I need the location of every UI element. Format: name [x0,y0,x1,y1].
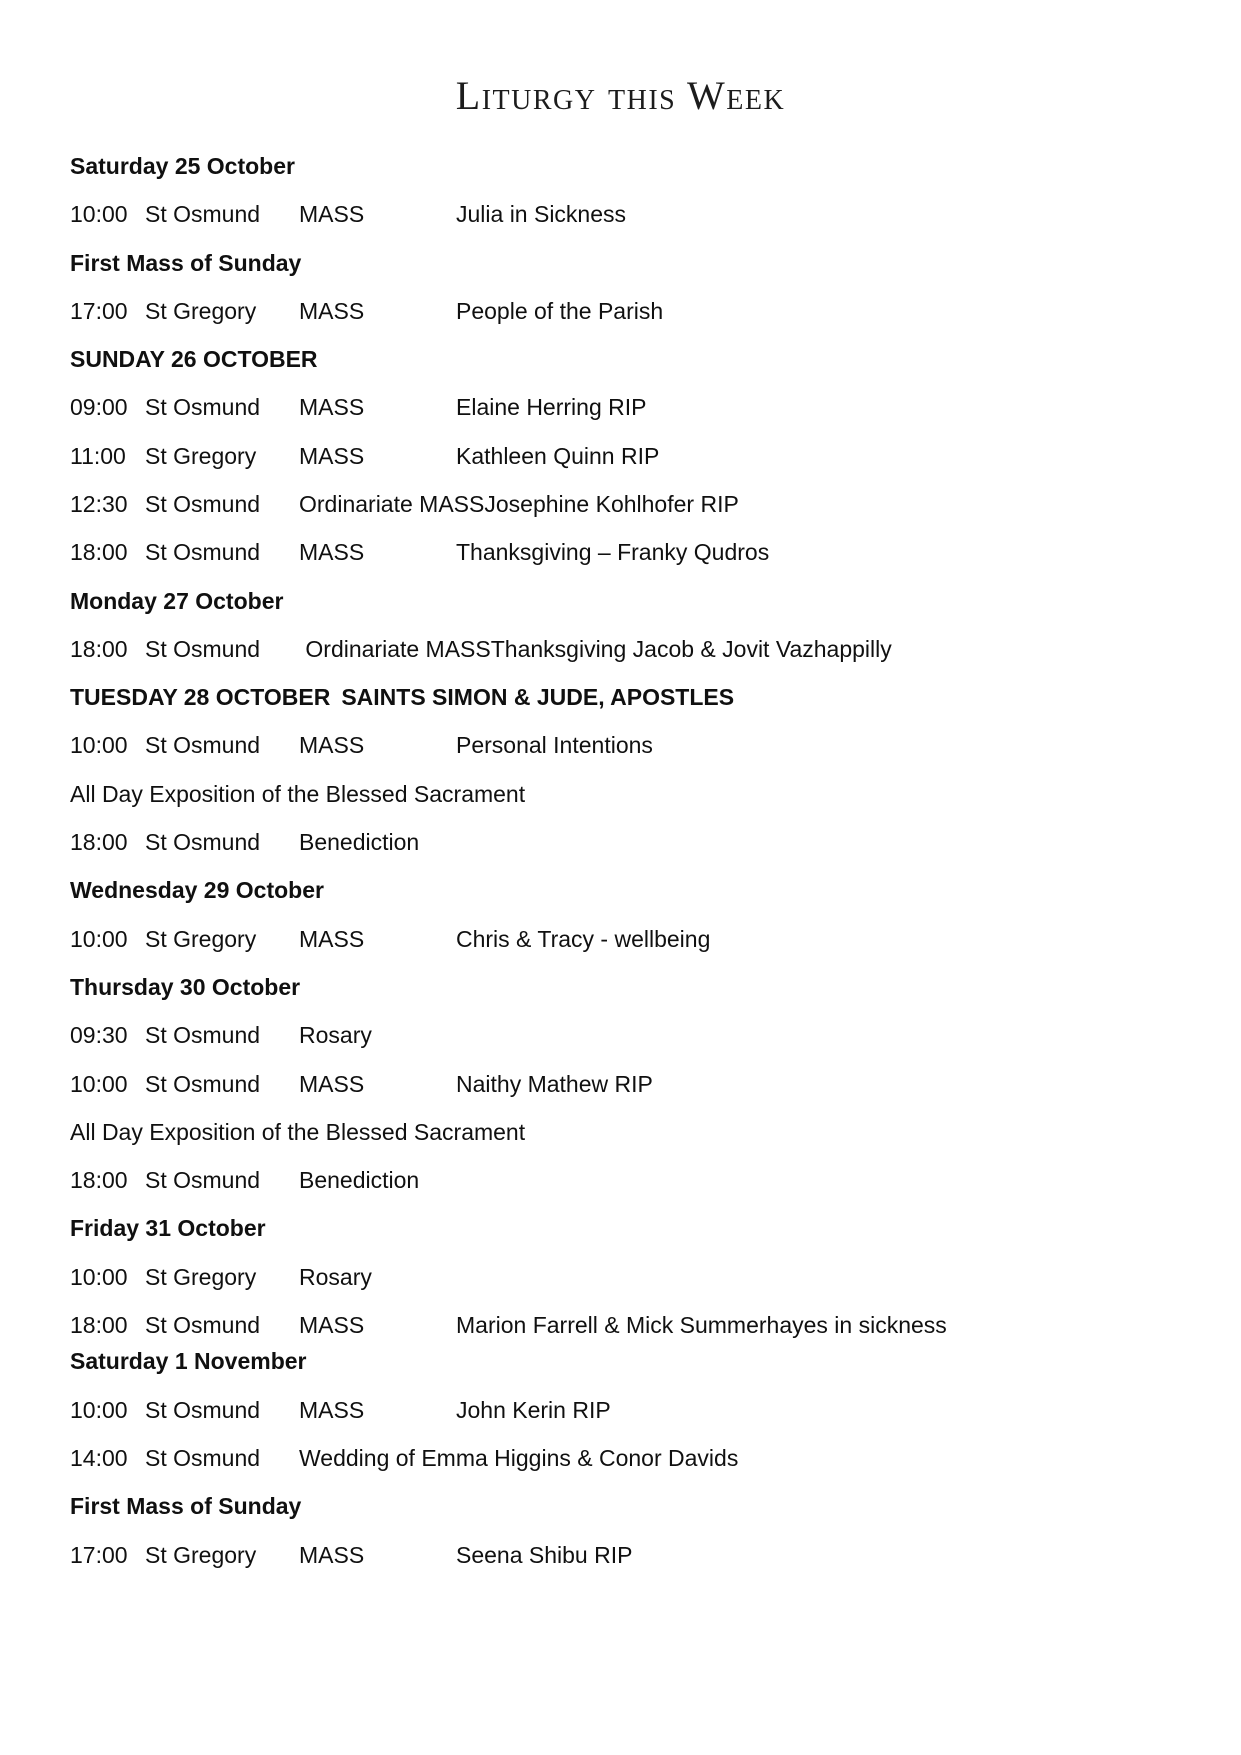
event-venue: St Osmund [145,829,261,856]
event-row [70,1434,1211,1482]
event-venue: St Gregory [145,1263,257,1290]
event-service: MASS [299,442,365,469]
event-time: 18:00 [70,635,128,662]
event-venue: St Osmund [145,1070,261,1097]
event-row [70,1531,1211,1579]
event-row [70,1060,1211,1108]
event-intention: Marion Farrell & Mick Summerhayes in sickness [456,1312,947,1339]
event-row [70,1011,1211,1059]
liturgy-schedule [70,142,1211,1579]
event-time: 17:00 [70,297,128,324]
event-intention: John Kerin RIP [456,1396,611,1423]
day-header [70,1482,1211,1530]
event-service: Ordinariate MASS [299,635,491,662]
event-service: MASS [299,1070,365,1097]
event-venue: St Osmund [145,539,261,566]
day-header [70,142,1211,190]
event-row [70,287,1211,335]
event-service: MASS [299,1312,365,1339]
day-header-label: SUNDAY 26 OCTOBER [70,346,318,373]
event-venue: St Osmund [145,201,261,228]
event-time: 11:00 [70,442,126,469]
day-header [70,963,1211,1011]
day-header [70,335,1211,383]
event-row [70,722,1211,770]
event-row [70,818,1211,866]
event-intention: Thanksgiving Jacob & Jovit Vazhappilly [490,635,892,662]
event-service: Wedding of Emma Higgins & Conor Davids [299,1444,739,1471]
event-service: Rosary [299,1263,372,1290]
day-header [70,577,1211,625]
event-venue: St Gregory [145,1541,257,1568]
event-row [70,432,1211,480]
event-venue: St Osmund [145,732,261,759]
event-time: 18:00 [70,1312,128,1339]
event-time: 10:00 [70,732,128,759]
event-service: MASS [299,732,365,759]
day-header-label: Saturday 1 November [70,1348,307,1375]
day-header [70,1205,1211,1253]
day-header-label: Saturday 25 October [70,152,295,179]
event-service: MASS [299,201,365,228]
event-service: Benediction [299,829,420,856]
day-header-label: Monday 27 October [70,587,284,614]
event-time: 17:00 [70,1541,128,1568]
event-intention: Naithy Mathew RIP [456,1070,653,1097]
note-text: All Day Exposition of the Blessed Sacrament [70,1118,526,1145]
event-venue: St Osmund [145,1312,261,1339]
event-service: MASS [299,539,365,566]
day-header-label: Thursday 30 October [70,973,301,1000]
note-row [70,1108,1211,1156]
event-row [70,1156,1211,1204]
day-header-label: Wednesday 29 October [70,877,324,904]
day-header [70,239,1211,287]
event-service: Rosary [299,1022,372,1049]
event-time: 10:00 [70,925,128,952]
event-venue: St Osmund [145,1396,261,1423]
feast-day-label: SAINTS SIMON & JUDE, APOSTLES [341,684,735,711]
event-service: Benediction [299,1167,420,1194]
event-venue: St Osmund [145,635,261,662]
event-time: 18:00 [70,1167,128,1194]
event-venue: St Osmund [145,491,261,517]
day-header-label: First Mass of Sunday [70,1493,302,1520]
event-venue: St Gregory [145,925,257,952]
event-intention: Personal Intentions [456,732,653,759]
event-service: MASS [299,394,365,421]
event-intention: People of the Parish [456,297,664,324]
day-header-label: Friday 31 October [70,1215,266,1242]
event-time: 18:00 [70,539,128,566]
event-intention: Elaine Herring RIP [456,394,647,421]
event-time: 09:30 [70,1022,128,1049]
day-header-label: First Mass of Sunday [70,249,302,276]
event-row [70,528,1211,576]
event-row [70,190,1211,238]
event-row [70,915,1211,963]
event-venue: St Osmund [145,1444,261,1471]
event-time: 18:00 [70,829,128,856]
event-row [70,383,1211,431]
page-title: Liturgy this Week [455,73,786,118]
event-service: MASS [299,925,365,952]
event-row [70,480,1211,528]
event-venue: St Osmund [145,1167,261,1194]
event-service: MASS [299,297,365,324]
event-venue: St Osmund [145,1022,261,1049]
event-intention: Thanksgiving – Franky Qudros [456,539,770,566]
event-time: 12:30 [70,491,128,517]
event-time: 14:00 [70,1444,128,1471]
day-header-label: TUESDAY 28 OCTOBER [70,684,331,711]
day-header [70,1337,1211,1385]
event-intention: Seena Shibu RIP [456,1541,633,1568]
event-time: 10:00 [70,1396,128,1423]
event-intention: Josephine Kohlhofer RIP [484,491,739,517]
note-row [70,770,1211,818]
note-text: All Day Exposition of the Blessed Sacrament [70,780,526,807]
event-time: 10:00 [70,1263,128,1290]
day-header [70,673,1211,721]
event-venue: St Osmund [145,394,261,421]
event-intention: Julia in Sickness [456,201,627,228]
event-row [70,1386,1211,1434]
event-time: 10:00 [70,201,128,228]
event-row [70,625,1211,673]
event-row [70,1253,1211,1301]
event-time: 09:00 [70,394,128,421]
event-intention: Chris & Tracy - wellbeing [456,925,711,952]
event-service: Ordinariate MASS [299,491,485,517]
event-time: 10:00 [70,1070,128,1097]
event-venue: St Gregory [145,297,257,324]
event-venue: St Gregory [145,442,257,469]
event-service: MASS [299,1396,365,1423]
day-header [70,866,1211,914]
event-service: MASS [299,1541,365,1568]
event-intention: Kathleen Quinn RIP [456,442,660,469]
